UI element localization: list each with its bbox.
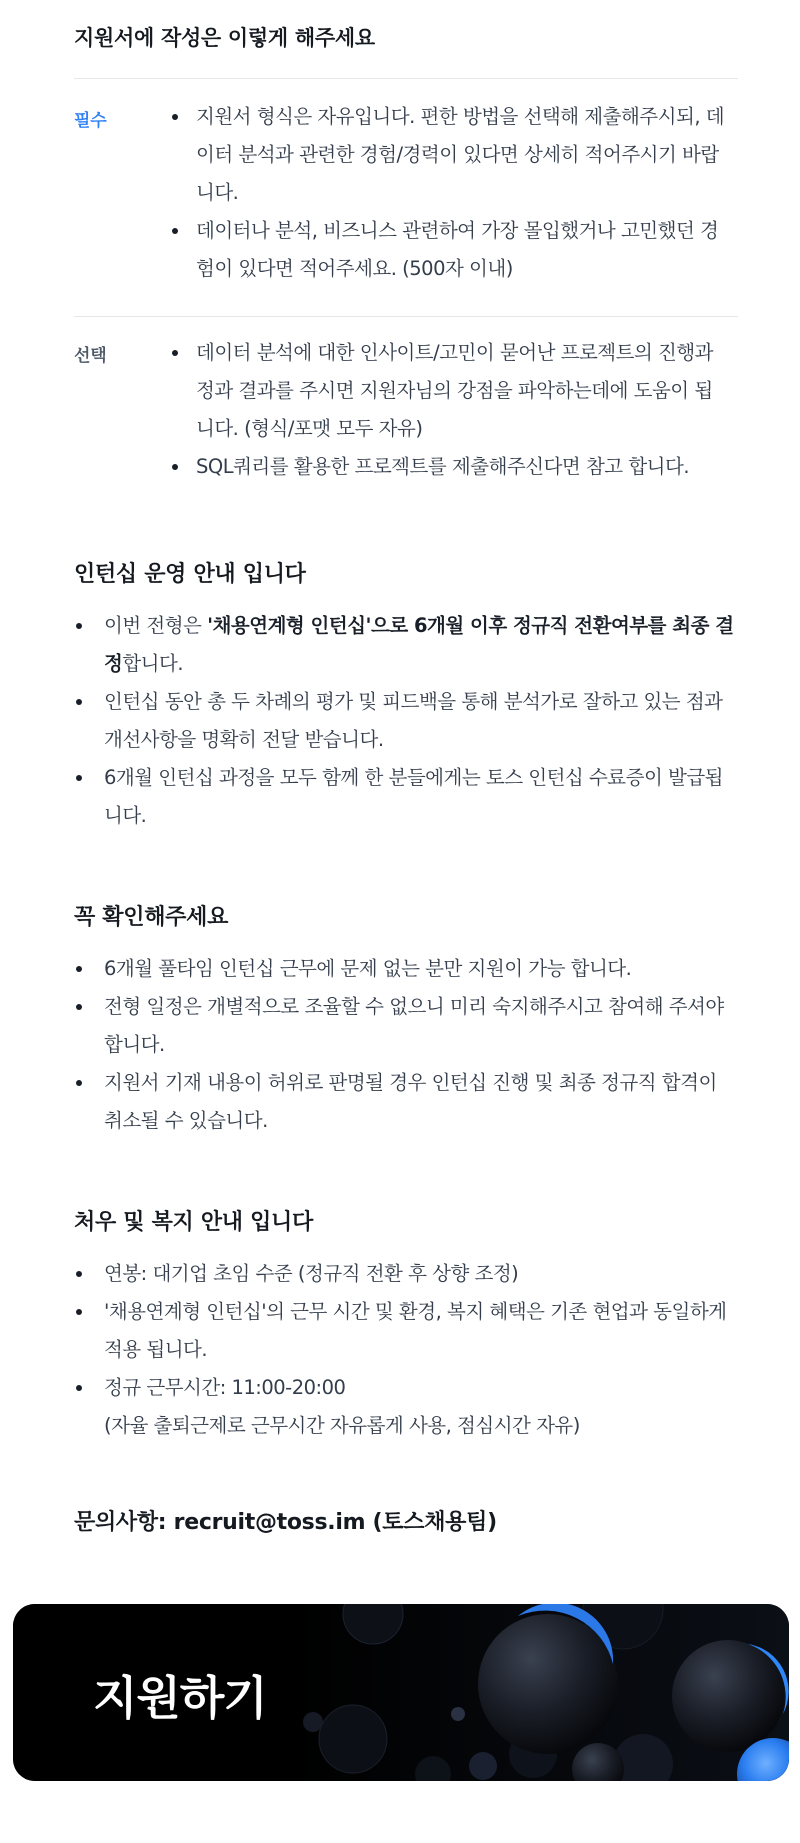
check-info-title: 꼭 확인해주세요 (74, 905, 229, 930)
list-item (74, 1369, 734, 1445)
list-item-text: 합니다. (122, 652, 184, 675)
list-item (74, 607, 734, 683)
required-label: 필수 (74, 111, 107, 131)
list-item: '채용연계형 인턴십'의 근무 시간 및 환경, 복지 혜택은 기존 현업과 동일하게 적용 됩니다. (74, 1293, 734, 1369)
divider (74, 78, 738, 79)
optional-list (166, 334, 726, 486)
list-item: SQL쿼리를 활용한 프로젝트를 제출해주신다면 참고 합니다. (166, 448, 726, 486)
benefits-info-title: 처우 및 복지 안내 입니다 (74, 1210, 313, 1235)
benefits-info-list (74, 1255, 734, 1445)
list-item: 데이터나 분석, 비즈니스 관련하여 가장 몰입했거나 고민했던 경험이 있다면 적어주세요. (500자 이내) (166, 212, 726, 288)
divider (74, 316, 738, 317)
check-info-list (74, 950, 734, 1140)
apply-button[interactable] (13, 1604, 789, 1781)
list-item: 데이터 분석에 대한 인사이트/고민이 묻어난 프로젝트의 진행과정과 결과를 주시면 지원자님의 강점을 파악하는데에 도움이 됩니다. (형식/포맷 모두 자유) (166, 334, 726, 448)
list-item: 인턴십 동안 총 두 차례의 평가 및 피드백을 통해 분석가로 잘하고 있는 점과 개선사항을 명확히 전달 받습니다. (74, 683, 734, 759)
required-list (166, 98, 726, 288)
contact-info: 문의사항: recruit@toss.im (토스채용팀) (74, 1510, 497, 1535)
list-item-text: 이번 전형은 (104, 614, 208, 637)
highlight-text: '채용연계형 인턴십'으로 6개월 이후 정규직 전환여부를 최종 결정 (104, 614, 734, 675)
internship-info-list (74, 607, 734, 835)
list-item: 지원서 기재 내용이 허위로 판명될 경우 인턴십 진행 및 최종 정규직 합격이 취소될 수 있습니다. (74, 1064, 734, 1140)
list-item: 전형 일정은 개별적으로 조율할 수 없으니 미리 숙지해주시고 참여해 주셔야 합니다. (74, 988, 734, 1064)
list-item: 지원서 형식은 자유입니다. 편한 방법을 선택해 제출해주시되, 데이터 분석과 관련한 경험/경력이 있다면 상세히 적어주시기 바랍니다. (166, 98, 726, 212)
apply-button-label[interactable]: 지원하기 (93, 1671, 267, 1725)
list-item: 연봉: 대기업 초임 수준 (정규직 전환 후 상향 조정) (74, 1255, 734, 1293)
list-item: 6개월 인턴십 과정을 모두 함께 한 분들에게는 토스 인턴십 수료증이 발급됩니다. (74, 759, 734, 835)
internship-info-title: 인턴십 운영 안내 입니다 (74, 562, 306, 587)
work-hours-note: (자율 출퇴근제로 근무시간 자유롭게 사용, 점심시간 자유) (104, 1414, 580, 1437)
optional-label: 선택 (74, 346, 107, 366)
work-hours-text: 정규 근무시간: 11:00-20:00 (104, 1376, 346, 1399)
list-item: 6개월 풀타임 인턴십 근무에 문제 없는 분만 지원이 가능 합니다. (74, 950, 734, 988)
application-guide-title: 지원서에 작성은 이렇게 해주세요 (74, 26, 375, 50)
